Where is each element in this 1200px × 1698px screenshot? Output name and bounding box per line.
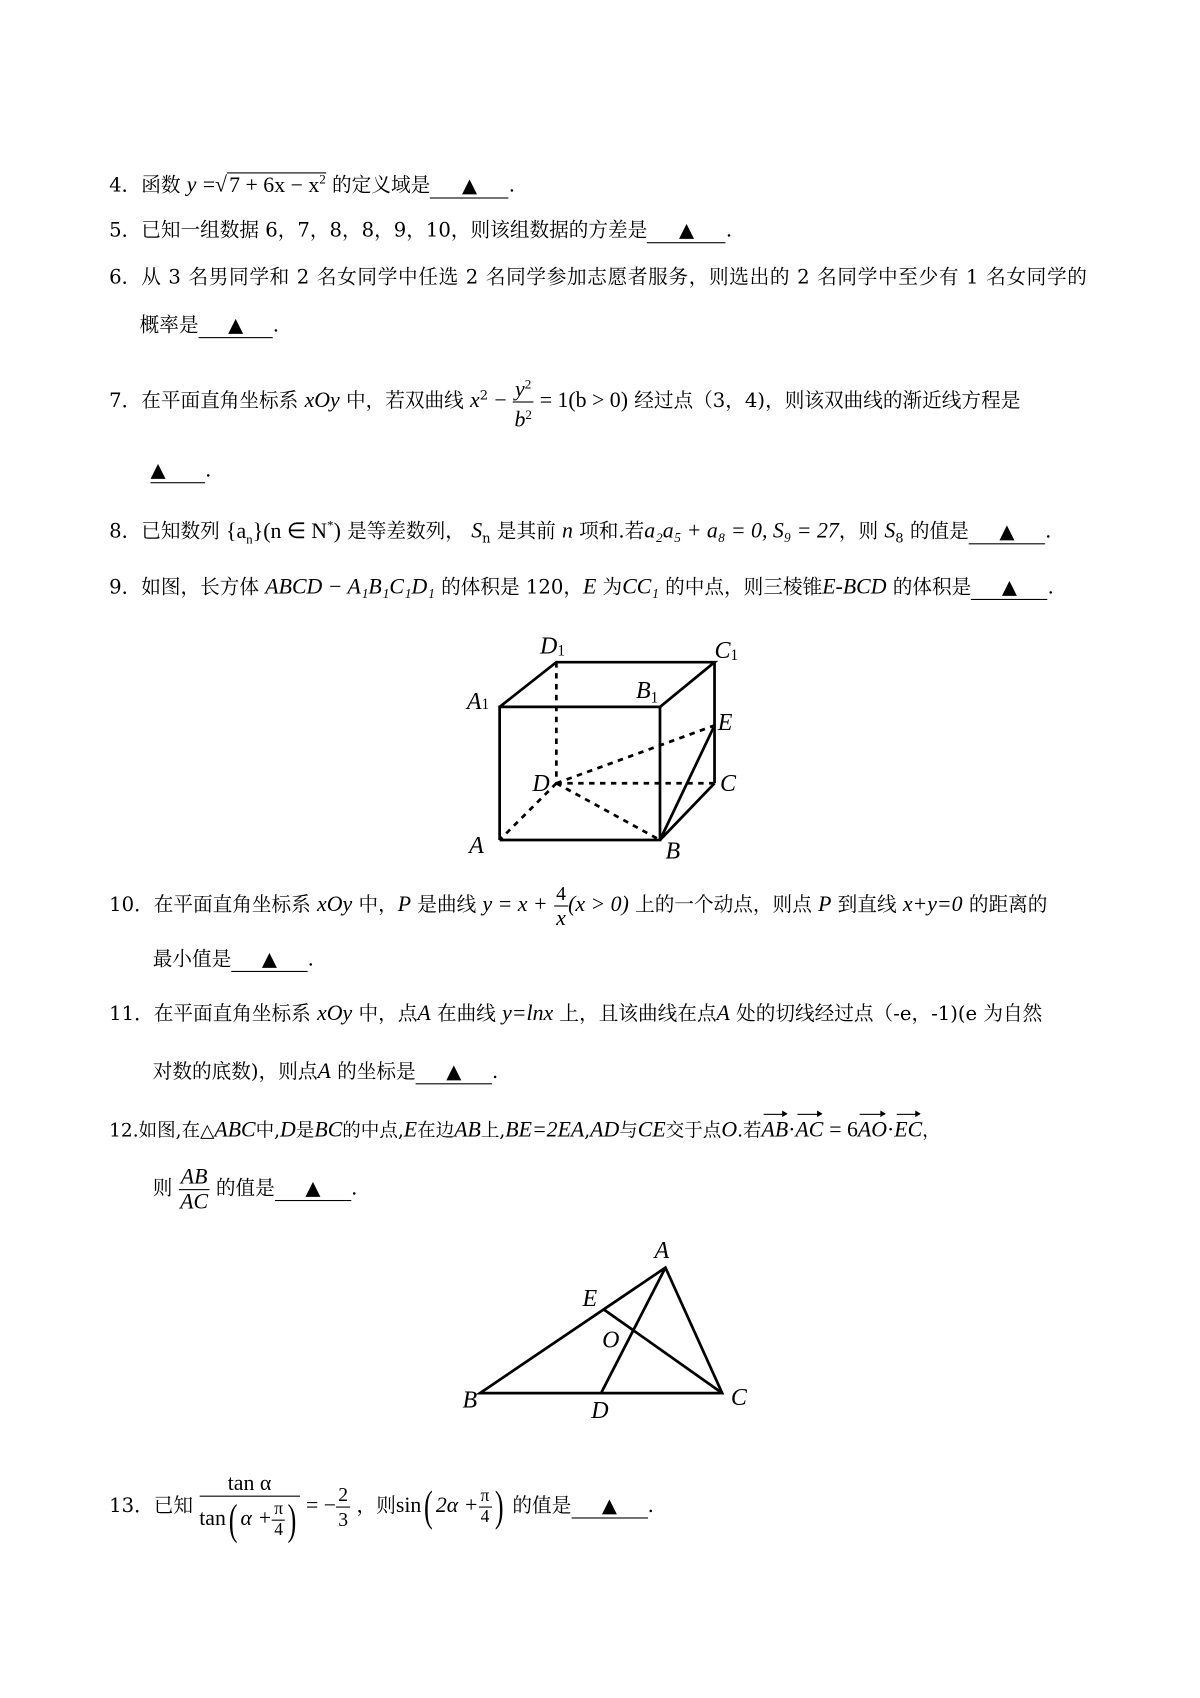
answer-blank[interactable] — [231, 949, 307, 972]
sqrt-symbol: √ — [215, 173, 227, 198]
question-number: 5． — [109, 219, 142, 243]
question-number: 11． — [109, 1002, 154, 1026]
text: 是曲线 — [417, 893, 477, 917]
text: 在曲线 — [436, 1002, 496, 1026]
math: 3 — [338, 1508, 349, 1530]
text: 上的一个动点，则点 — [635, 893, 812, 917]
math: CE — [637, 1118, 666, 1143]
text: 中， — [358, 893, 398, 917]
text: .若 — [737, 1120, 762, 1143]
text: . — [307, 947, 314, 971]
math: P — [818, 892, 832, 917]
math: x+y=0 — [902, 892, 963, 917]
text: 的坐标是 — [337, 1060, 416, 1084]
text: 上, — [480, 1120, 506, 1143]
text: . — [508, 174, 516, 198]
math: * — [327, 517, 334, 533]
question-10 — [109, 878, 1047, 931]
math: 7 + 6x − x — [229, 173, 320, 198]
math: n — [561, 518, 573, 543]
question-12-cont — [153, 1163, 358, 1215]
math: O — [721, 1118, 738, 1143]
triangle-icon: ▲ — [999, 519, 1015, 543]
math: 2 — [524, 375, 532, 392]
text: 是 — [295, 1120, 315, 1143]
text: 在边 — [417, 1120, 455, 1143]
math: A — [417, 1001, 431, 1026]
math: n — [482, 530, 491, 546]
math: ) — [333, 518, 341, 543]
triangle-icon: ▲ — [150, 459, 166, 483]
answer-blank[interactable] — [275, 1178, 351, 1201]
question-number: 8． — [109, 519, 142, 543]
math: = 6 — [829, 1118, 858, 1143]
text: 的体积是 — [892, 575, 972, 599]
math: tan α — [199, 1471, 300, 1496]
text: 与 — [619, 1120, 638, 1143]
math: (x > 0) — [568, 892, 629, 917]
math: 8 — [895, 530, 904, 546]
text: . — [647, 1494, 654, 1518]
math: α + — [240, 1506, 273, 1531]
label-b: B — [665, 838, 681, 865]
math: A — [716, 1001, 730, 1026]
math: xOy — [317, 892, 353, 917]
text: 在平面直角坐标系 — [141, 389, 299, 413]
text: 最小值是 — [152, 947, 232, 971]
triangle-figure — [480, 1268, 722, 1393]
text: 交于点 — [665, 1120, 722, 1143]
text: 为 — [602, 575, 623, 599]
text: 的值是 — [909, 519, 969, 543]
text: 中，点 — [358, 1002, 418, 1026]
text: 项和.若 — [579, 519, 645, 543]
text: 的值是 — [215, 1177, 275, 1200]
math: n — [246, 530, 253, 547]
text: 已知一组数据 6，7，8，8，9，10，则该组数据的方差是 — [141, 219, 648, 243]
math: π — [478, 1486, 491, 1507]
math: y = x + — [482, 892, 548, 917]
question-13: 13．已知 tan α tan( α + $\frac{\pi}{4}$ ) = − $\frac{2}{3}$ ，则sin( 2α + $\frac{\pi}{4}$ ) 的值是 ▲ . — [109, 1471, 654, 1545]
math: ABC — [214, 1118, 256, 1143]
math: D — [280, 1118, 296, 1143]
question-11 — [109, 1000, 1042, 1027]
label-b: B — [462, 1387, 478, 1414]
math: ABCD − A₁B₁C₁D₁ — [265, 574, 435, 599]
triangle-icon: ▲ — [1001, 575, 1018, 599]
math: 4 — [480, 1507, 490, 1526]
label-o: O — [602, 1327, 620, 1354]
fraction — [554, 881, 568, 930]
text: 的体积是 120， — [441, 575, 583, 599]
fraction: tan α tan( α + $\frac{\pi}{4}$ ) — [199, 1471, 300, 1542]
math: E-BCD — [822, 574, 887, 599]
math: 2 — [319, 171, 326, 187]
triangle-icon: ▲ — [461, 174, 478, 198]
text: . — [272, 314, 279, 338]
text: 对数的底数)，则点 — [152, 1060, 318, 1084]
question-number: 9． — [109, 575, 142, 599]
answer-blank[interactable] — [416, 1061, 492, 1084]
label-a: A — [469, 833, 484, 860]
text: . — [1045, 519, 1052, 543]
text: 的定义域是 — [332, 174, 431, 198]
text: . — [205, 459, 212, 483]
vector: AC — [795, 1118, 824, 1143]
text: ，则 — [356, 1494, 396, 1518]
math: − — [494, 388, 507, 413]
text: 中，若双曲线 — [345, 389, 464, 413]
math: a₂a₅ + a₈ = 0, S₉ = 27 — [644, 518, 839, 543]
vector: AB — [761, 1118, 789, 1143]
text: 经过点（3，4)，则该双曲线的渐近线方程是 — [634, 389, 1021, 413]
math: · — [887, 1118, 895, 1143]
question-number: 12. — [109, 1120, 139, 1143]
label-c1: C1 — [714, 637, 739, 664]
text: 的距离的 — [968, 893, 1048, 917]
text: 的值是 — [512, 1494, 572, 1518]
math: BC — [314, 1118, 343, 1143]
text: , — [584, 1120, 591, 1143]
text: . — [1047, 575, 1054, 599]
math: x — [556, 905, 566, 930]
math: b — [514, 407, 526, 432]
math: xOy — [304, 388, 340, 413]
top-face — [500, 662, 715, 707]
text: 概率是 — [139, 314, 199, 338]
question-number: 4． — [109, 174, 142, 198]
label-c: C — [730, 1385, 747, 1412]
text: 到直线 — [837, 893, 897, 917]
text: . — [491, 1060, 499, 1084]
fraction — [478, 1486, 491, 1526]
math: P — [397, 892, 412, 917]
triangle-icon: ▲ — [228, 314, 244, 338]
math: 2 — [336, 1482, 350, 1507]
label-a1: A1 — [466, 689, 490, 716]
vector: AO — [857, 1118, 888, 1143]
text: 是其前 — [496, 519, 556, 543]
text: . — [351, 1177, 358, 1200]
math: }(n ∈ N — [252, 518, 328, 543]
math: AC — [180, 1189, 209, 1214]
label-e: E — [582, 1285, 598, 1312]
math: = 1(b > 0) — [539, 388, 628, 413]
math: E — [403, 1118, 418, 1143]
label-d: D — [532, 770, 550, 797]
text: 在平面直角坐标系 — [153, 1002, 311, 1026]
math: AD — [590, 1118, 620, 1143]
math: 4 — [274, 1520, 284, 1540]
triangle-icon: ▲ — [679, 219, 695, 243]
math: = − — [306, 1493, 337, 1518]
text: 如图，长方体 — [141, 575, 260, 599]
text: 上，且该曲线在点 — [559, 1002, 717, 1026]
math: S — [884, 518, 896, 543]
math: π — [272, 1500, 285, 1521]
text: 已知数列 — [141, 519, 220, 543]
label-b1: B1 — [635, 678, 659, 707]
vector: EC — [894, 1118, 923, 1143]
math: A — [317, 1059, 331, 1084]
triangle-abc — [480, 1268, 722, 1393]
math: E — [582, 574, 597, 599]
math: {a — [226, 518, 247, 543]
math: BE=2EA — [505, 1118, 585, 1143]
answer-blank[interactable] — [571, 1496, 647, 1519]
triangle-icon: ▲ — [261, 947, 278, 971]
label-d1: D1 — [539, 633, 565, 660]
triangle-icon: ▲ — [305, 1177, 321, 1200]
triangle-icon: ▲ — [446, 1060, 462, 1084]
fraction — [336, 1482, 350, 1531]
math: y — [186, 173, 197, 198]
math: 2 — [525, 406, 532, 422]
math: S — [471, 518, 483, 543]
text: 在平面直角坐标系 — [153, 893, 311, 917]
question-12 — [109, 1117, 941, 1144]
question-number: 10． — [109, 893, 154, 917]
label-e: E — [717, 709, 733, 736]
label-c: C — [719, 770, 736, 797]
math: y — [515, 376, 525, 401]
triangle-icon: ▲ — [601, 1494, 617, 1518]
text: 是等差数列， — [347, 519, 465, 543]
text: ， — [922, 1120, 941, 1143]
text: 则 — [152, 1177, 173, 1200]
math: 2 — [479, 387, 489, 403]
math: 4 — [554, 881, 568, 906]
text: 已知 — [153, 1494, 193, 1518]
math: AB — [179, 1165, 210, 1190]
label-d: D — [591, 1398, 609, 1425]
label-a: A — [654, 1237, 670, 1264]
text: . — [725, 219, 733, 243]
math: · — [788, 1118, 796, 1143]
text: 中, — [255, 1120, 281, 1143]
question-number: 6． — [109, 266, 142, 290]
question-10-cont — [153, 947, 314, 973]
text: 函数 — [141, 174, 181, 198]
math: AB — [454, 1118, 481, 1143]
text: 的中点, — [342, 1120, 404, 1143]
math: 2α + — [435, 1493, 479, 1518]
math: CC₁ — [622, 574, 659, 599]
question-number: 13． — [109, 1494, 154, 1518]
math: x — [470, 388, 480, 413]
text: 如图,在△ — [138, 1120, 215, 1143]
math: y=lnx — [502, 1001, 554, 1026]
hidden-segment-db — [556, 783, 660, 840]
math: xOy — [317, 1001, 353, 1026]
math: = — [202, 173, 216, 198]
edge-cb — [660, 783, 715, 840]
text: 从 3 名男同学和 2 名女同学中任选 2 名同学参加志愿者服务，则选出的 2 名同学中至少有 1 名女同学的 — [141, 266, 1088, 290]
math: tan — [199, 1506, 226, 1531]
text: 的中点，则三棱锥 — [665, 575, 823, 599]
text: ，则 — [838, 519, 879, 543]
fraction — [179, 1165, 210, 1214]
question-number: 7． — [109, 389, 142, 413]
question-11-cont — [153, 1058, 499, 1085]
text: 处的切线经过点（-e，-1)(e 为自然 — [736, 1002, 1043, 1026]
math: sin — [395, 1493, 422, 1518]
